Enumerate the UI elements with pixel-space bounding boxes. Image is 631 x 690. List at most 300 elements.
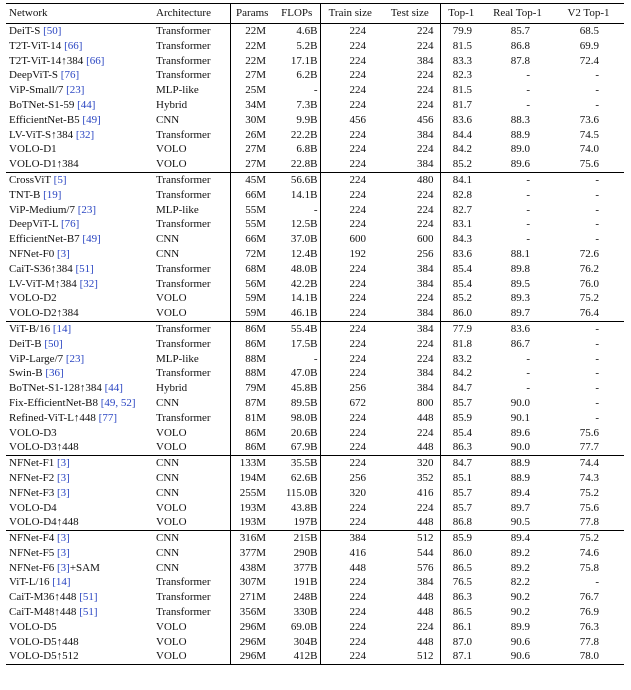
real-top1-cell: 83.6	[510, 322, 530, 335]
test-size-cell: 448	[417, 411, 434, 424]
network-cell	[6, 381, 156, 396]
train-size-cell: 224	[320, 128, 380, 143]
params-cell: 193M	[230, 501, 274, 516]
network-name: VOLO-D2↑384	[9, 307, 79, 320]
network-name: EfficientNet-B5	[9, 113, 83, 126]
top1-cell: 85.9	[440, 411, 482, 426]
header-architecture: Architecture	[156, 4, 230, 24]
v2-top1-cell: -	[595, 69, 599, 82]
flops-cell: 62.6B	[290, 471, 318, 484]
v2-top1-cell: 72.4	[579, 54, 599, 67]
test-size-cell: 224	[417, 84, 434, 97]
table-row	[6, 381, 624, 396]
v2-top1-cell: 77.8	[553, 515, 624, 530]
v2-top1-cell: 74.3	[579, 471, 599, 484]
real-top1-cell: -	[526, 84, 530, 97]
table-row	[6, 546, 624, 561]
network-name: CaiT-S36↑384	[9, 262, 76, 275]
train-size-cell: 224	[320, 590, 380, 605]
params-cell: 296M	[230, 635, 274, 650]
top1-cell: 84.1	[440, 172, 482, 187]
test-size-cell: 512	[380, 649, 440, 664]
real-top1-cell: 90.0	[482, 440, 553, 455]
network-name: LV-ViT-S↑384	[9, 128, 76, 141]
real-top1-cell: 89.8	[510, 262, 530, 275]
top1-cell: 77.9	[440, 321, 482, 336]
test-size-cell: 320	[417, 457, 434, 470]
top1-cell: 83.6	[440, 113, 482, 128]
network-name: DeiT-B	[9, 337, 45, 350]
train-size-cell: 224	[320, 501, 380, 516]
flops-cell: 248B	[293, 591, 318, 604]
network-name: ViP-Small/7	[9, 84, 67, 97]
citation-link[interactable]: [3]	[56, 457, 70, 470]
params-cell: 86M	[230, 321, 274, 336]
top1-cell: 87.0	[440, 635, 482, 650]
real-top1-cell: -	[526, 203, 530, 216]
v2-top1-cell: -	[595, 411, 599, 424]
train-size-cell: 224	[320, 157, 380, 172]
network-name: Swin-B	[9, 367, 46, 380]
train-size-cell: 224	[320, 620, 380, 635]
v2-top1-cell: 75.6	[579, 426, 599, 439]
citation-link[interactable]: [76]	[60, 218, 80, 231]
flops-cell: 12.5B	[290, 218, 318, 231]
real-top1-cell: 89.9	[510, 620, 530, 633]
architecture-cell: Transformer	[156, 69, 211, 82]
flops-cell: 191B	[293, 576, 318, 589]
flops-cell: 67.9B	[274, 440, 320, 455]
architecture-cell: CNN	[156, 532, 180, 545]
v2-top1-cell: 77.8	[579, 635, 599, 648]
flops-cell: 330B	[293, 606, 318, 619]
table-row	[6, 605, 624, 620]
table-row	[6, 411, 624, 426]
top1-cell: 85.4	[440, 277, 482, 292]
network-name: TNT-B	[9, 188, 44, 201]
architecture-cell: MLP-like	[156, 84, 199, 97]
flops-cell: 43.8B	[290, 501, 318, 514]
citation-link[interactable]: [50]	[43, 25, 62, 37]
flops-cell: 48.0B	[290, 262, 318, 275]
table-row	[6, 98, 624, 113]
network-cell	[6, 172, 156, 187]
top1-cell: 81.5	[440, 39, 482, 54]
v2-top1-cell: 75.8	[579, 561, 599, 574]
params-cell: 193M	[230, 515, 274, 530]
real-top1-cell: 90.6	[482, 649, 553, 664]
citation-link[interactable]: [14]	[52, 322, 72, 335]
test-size-cell: 384	[417, 322, 434, 335]
flops-cell: 304B	[293, 635, 318, 648]
top1-cell: 86.5	[440, 605, 482, 620]
v2-top1-cell: -	[595, 233, 599, 246]
citation-link[interactable]: [3]	[56, 247, 70, 260]
network-name: Refined-ViT-L↑448	[9, 411, 99, 424]
table-row	[6, 39, 624, 54]
flops-cell: 14.1B	[290, 188, 318, 201]
test-size-cell: 224	[417, 143, 434, 156]
network-name: ViP-Medium/7	[9, 203, 78, 216]
params-cell: 55M	[230, 217, 274, 232]
table-row	[6, 262, 624, 277]
citation-link[interactable]: [44]	[77, 98, 96, 111]
params-cell: 87M	[230, 396, 274, 411]
real-top1-cell: 89.4	[510, 532, 530, 545]
architecture-cell: Transformer	[156, 367, 211, 380]
architecture-cell: Transformer	[156, 218, 211, 231]
v2-top1-cell: 68.5	[579, 25, 599, 37]
network-cell	[6, 83, 156, 98]
train-size-cell: 224	[320, 575, 380, 590]
table-body	[6, 24, 624, 665]
network-cell	[6, 217, 156, 232]
v2-top1-cell: 78.0	[553, 649, 624, 664]
real-top1-cell: 89.2	[510, 561, 530, 574]
citation-link[interactable]: [23]	[65, 352, 85, 365]
test-size-cell: 800	[417, 396, 434, 409]
architecture-cell: CNN	[156, 471, 180, 484]
top1-cell: 85.9	[440, 531, 482, 546]
network-name: VOLO-D1	[9, 143, 57, 156]
citation-link[interactable]: [3]	[56, 486, 70, 499]
v2-top1-cell: -	[595, 188, 599, 201]
train-size-cell: 224	[320, 291, 380, 306]
table-row	[6, 649, 624, 664]
citation-link[interactable]: [44]	[104, 382, 123, 395]
params-cell: 86M	[230, 426, 274, 441]
v2-top1-cell: 76.2	[579, 262, 599, 275]
architecture-cell: VOLO	[156, 635, 187, 648]
network-cell	[6, 561, 156, 576]
architecture-cell: CNN	[156, 396, 180, 409]
test-size-cell: 224	[417, 218, 434, 231]
citation-link[interactable]: [32]	[79, 277, 98, 290]
top1-cell: 83.3	[440, 54, 482, 69]
real-top1-cell: 89.6	[510, 426, 530, 439]
train-size-cell: 224	[320, 39, 380, 54]
params-cell: 88M	[230, 352, 274, 367]
architecture-cell: VOLO	[156, 157, 230, 172]
flops-cell: 377B	[293, 561, 318, 574]
params-cell: 22M	[230, 24, 274, 39]
table-row	[6, 471, 624, 486]
network-name: DeepViT-L	[9, 218, 61, 231]
test-size-cell: 224	[417, 337, 434, 350]
architecture-cell: MLP-like	[156, 203, 199, 216]
network-name: NFNet-F6	[9, 561, 57, 574]
network-suffix: +SAM	[69, 561, 100, 574]
network-cell	[6, 24, 156, 39]
top1-cell: 85.1	[440, 471, 482, 486]
v2-top1-cell: 73.6	[579, 113, 599, 126]
network-cell	[6, 456, 156, 471]
flops-cell: 7.3B	[296, 98, 318, 111]
top1-cell: 86.3	[440, 440, 482, 455]
architecture-cell: CNN	[156, 457, 180, 470]
header-network: Network	[6, 4, 156, 24]
v2-top1-cell: 76.7	[579, 591, 599, 604]
real-top1-cell: 89.7	[482, 306, 553, 321]
flops-cell: 6.8B	[296, 143, 318, 156]
table-row	[6, 635, 624, 650]
flops-cell: 22.2B	[290, 128, 318, 141]
citation-link[interactable]: [49]	[82, 113, 101, 126]
train-size-cell: 224	[320, 142, 380, 157]
test-size-cell: 224	[417, 25, 434, 37]
citation-link[interactable]: [23]	[66, 84, 85, 97]
citation-link[interactable]: [3]	[56, 546, 70, 559]
test-size-cell: 352	[417, 471, 434, 484]
test-size-cell: 448	[380, 515, 440, 530]
table-row	[6, 501, 624, 516]
network-name: NFNet-F0	[9, 247, 57, 260]
network-name: DeiT-S	[9, 25, 44, 37]
test-size-cell: 224	[417, 352, 434, 365]
network-name: VOLO-D5↑512	[9, 650, 79, 663]
v2-top1-cell: 75.2	[579, 292, 599, 305]
top1-cell: 76.5	[440, 575, 482, 590]
v2-top1-cell: -	[595, 367, 599, 380]
network-cell	[6, 337, 156, 352]
params-cell: 133M	[230, 456, 274, 471]
table-row	[6, 531, 624, 546]
train-size-cell: 224	[320, 366, 380, 381]
network-cell	[6, 649, 156, 664]
table-row	[6, 24, 624, 39]
flops-cell: 4.6B	[296, 25, 318, 37]
flops-cell: 9.9B	[296, 113, 318, 126]
citation-link[interactable]: [3]	[56, 561, 70, 574]
v2-top1-cell: 74.6	[579, 546, 599, 559]
top1-cell: 83.1	[440, 217, 482, 232]
network-cell	[6, 352, 156, 367]
train-size-cell: 600	[320, 232, 380, 247]
citation-link[interactable]: [49, 52]	[100, 396, 136, 409]
citation-link[interactable]: [66]	[86, 54, 105, 67]
test-size-cell: 224	[417, 426, 434, 439]
table-header-row	[6, 4, 624, 24]
real-top1-cell: 88.9	[510, 457, 530, 470]
params-cell: 271M	[230, 590, 274, 605]
v2-top1-cell: 76.0	[579, 277, 599, 290]
flops-cell: -	[313, 352, 318, 365]
test-size-cell: 448	[417, 635, 434, 648]
citation-link[interactable]: [14]	[52, 576, 71, 589]
citation-link[interactable]: [51]	[75, 262, 94, 275]
real-top1-cell: 88.1	[510, 247, 530, 260]
citation-link[interactable]: [66]	[64, 39, 83, 52]
real-top1-cell: 86.7	[510, 337, 530, 350]
table-row	[6, 515, 624, 530]
test-size-cell: 224	[417, 98, 434, 111]
network-cell	[6, 471, 156, 486]
table-row	[6, 291, 624, 306]
table-row	[6, 188, 624, 203]
v2-top1-cell: -	[595, 382, 599, 395]
params-cell: 56M	[230, 277, 274, 292]
architecture-cell: Hybrid	[156, 382, 188, 395]
v2-top1-cell: -	[595, 98, 599, 111]
network-cell	[6, 54, 156, 69]
flops-cell: 22.8B	[274, 157, 320, 172]
real-top1-cell: 90.6	[510, 635, 530, 648]
citation-link[interactable]: [5]	[53, 173, 67, 186]
train-size-cell: 256	[320, 381, 380, 396]
real-top1-cell: -	[526, 367, 530, 380]
flops-cell: 20.6B	[290, 426, 318, 439]
architecture-cell: VOLO	[156, 292, 187, 305]
network-cell	[6, 590, 156, 605]
flops-cell: 290B	[293, 546, 318, 559]
params-cell: 81M	[230, 411, 274, 426]
citation-link[interactable]: [3]	[56, 471, 70, 484]
top1-cell: 82.8	[440, 188, 482, 203]
architecture-cell: CNN	[156, 486, 180, 499]
flops-cell: 42.2B	[290, 277, 318, 290]
params-cell: 22M	[230, 39, 274, 54]
params-cell: 27M	[230, 157, 274, 172]
train-size-cell: 224	[320, 411, 380, 426]
top1-cell: 85.7	[440, 501, 482, 516]
flops-cell: 17.1B	[290, 54, 318, 67]
params-cell: 26M	[230, 128, 274, 143]
real-top1-cell: 90.1	[510, 411, 530, 424]
table-row	[6, 113, 624, 128]
citation-link[interactable]: [51]	[79, 591, 98, 604]
table-row	[6, 54, 624, 69]
table-row	[6, 352, 624, 367]
network-cell	[6, 247, 156, 262]
v2-top1-cell: -	[595, 396, 599, 409]
params-cell: 356M	[230, 605, 274, 620]
v2-top1-cell: 76.4	[553, 306, 624, 321]
params-cell: 438M	[230, 561, 274, 576]
network-cell	[6, 291, 156, 306]
v2-top1-cell: 75.2	[579, 532, 599, 545]
train-size-cell: 224	[320, 83, 380, 98]
architecture-cell: Transformer	[156, 337, 211, 350]
table-row	[6, 142, 624, 157]
citation-link[interactable]: [77]	[98, 411, 117, 424]
flops-cell: 56.6B	[290, 173, 318, 186]
flops-cell: -	[313, 84, 318, 97]
v2-top1-cell: 69.9	[579, 39, 599, 52]
v2-top1-cell: -	[595, 218, 599, 231]
params-cell: 22M	[230, 54, 274, 69]
train-size-cell: 224	[320, 337, 380, 352]
network-cell	[6, 277, 156, 292]
top1-cell: 81.7	[440, 98, 482, 113]
citation-link[interactable]: [51]	[79, 606, 98, 619]
architecture-cell: VOLO	[156, 620, 187, 633]
test-size-cell: 416	[417, 486, 434, 499]
v2-top1-cell: 75.2	[579, 486, 599, 499]
network-cell	[6, 486, 156, 501]
network-name: ViT-B/16	[9, 322, 53, 335]
real-top1-cell: 88.9	[510, 128, 530, 141]
table-row	[6, 203, 624, 218]
test-size-cell: 480	[417, 173, 434, 186]
v2-top1-cell: 75.6	[579, 501, 599, 514]
network-cell	[6, 411, 156, 426]
train-size-cell: 672	[320, 396, 380, 411]
network-cell	[6, 515, 156, 530]
citation-link[interactable]: [36]	[45, 367, 64, 380]
citation-link[interactable]: [76]	[60, 69, 80, 82]
params-cell: 255M	[230, 486, 274, 501]
train-size-cell: 192	[320, 247, 380, 262]
train-size-cell: 320	[320, 486, 380, 501]
table-row	[6, 157, 624, 172]
top1-cell: 81.5	[440, 83, 482, 98]
architecture-cell: MLP-like	[156, 352, 199, 365]
network-cell	[6, 157, 156, 172]
architecture-cell: Transformer	[156, 188, 211, 201]
train-size-cell: 224	[320, 54, 380, 69]
table-row	[6, 68, 624, 83]
train-size-cell: 224	[320, 24, 380, 39]
citation-link[interactable]: [32]	[75, 128, 95, 141]
citation-link[interactable]: [19]	[43, 188, 62, 201]
table-row	[6, 590, 624, 605]
architecture-cell: Transformer	[156, 606, 211, 619]
top1-cell: 85.4	[440, 426, 482, 441]
v2-top1-cell: 74.4	[579, 457, 599, 470]
flops-cell: 115.0B	[285, 486, 318, 499]
real-top1-cell: 90.5	[482, 515, 553, 530]
network-name: ViT-L/16	[9, 576, 53, 589]
network-name: NFNet-F3	[9, 486, 57, 499]
network-cell	[6, 635, 156, 650]
test-size-cell: 448	[417, 606, 434, 619]
table-row	[6, 128, 624, 143]
flops-cell: 37.0B	[290, 233, 318, 246]
citation-link[interactable]: [50]	[44, 337, 63, 350]
network-name: VOLO-D5	[9, 620, 57, 633]
train-size-cell: 224	[320, 456, 380, 471]
test-size-cell: 224	[417, 203, 434, 216]
header-v2-top1: V2 Top-1	[553, 4, 624, 24]
top1-cell: 79.9	[440, 24, 482, 39]
network-name: LV-ViT-M↑384	[9, 277, 80, 290]
citation-link[interactable]: [3]	[56, 532, 70, 545]
citation-link[interactable]: [23]	[77, 203, 97, 216]
network-cell	[6, 232, 156, 247]
v2-top1-cell: 76.9	[579, 606, 599, 619]
train-size-cell: 224	[320, 440, 380, 455]
test-size-cell: 384	[380, 306, 440, 321]
flops-cell: 35.5B	[290, 457, 318, 470]
test-size-cell: 456	[417, 113, 434, 126]
real-top1-cell: 89.2	[510, 546, 530, 559]
citation-link[interactable]: [49]	[82, 233, 101, 246]
top1-cell: 82.7	[440, 203, 482, 218]
architecture-cell: VOLO	[156, 515, 230, 530]
real-top1-cell: 88.3	[510, 113, 530, 126]
train-size-cell: 224	[320, 172, 380, 187]
real-top1-cell: 89.5	[510, 277, 530, 290]
real-top1-cell: -	[526, 173, 530, 186]
network-cell	[6, 440, 156, 455]
table-row	[6, 440, 624, 455]
network-cell	[6, 98, 156, 113]
table-row	[6, 247, 624, 262]
v2-top1-cell: 72.6	[579, 247, 599, 260]
network-name: CaiT-M48↑448	[9, 606, 80, 619]
train-size-cell: 224	[320, 605, 380, 620]
architecture-cell: VOLO	[156, 306, 230, 321]
